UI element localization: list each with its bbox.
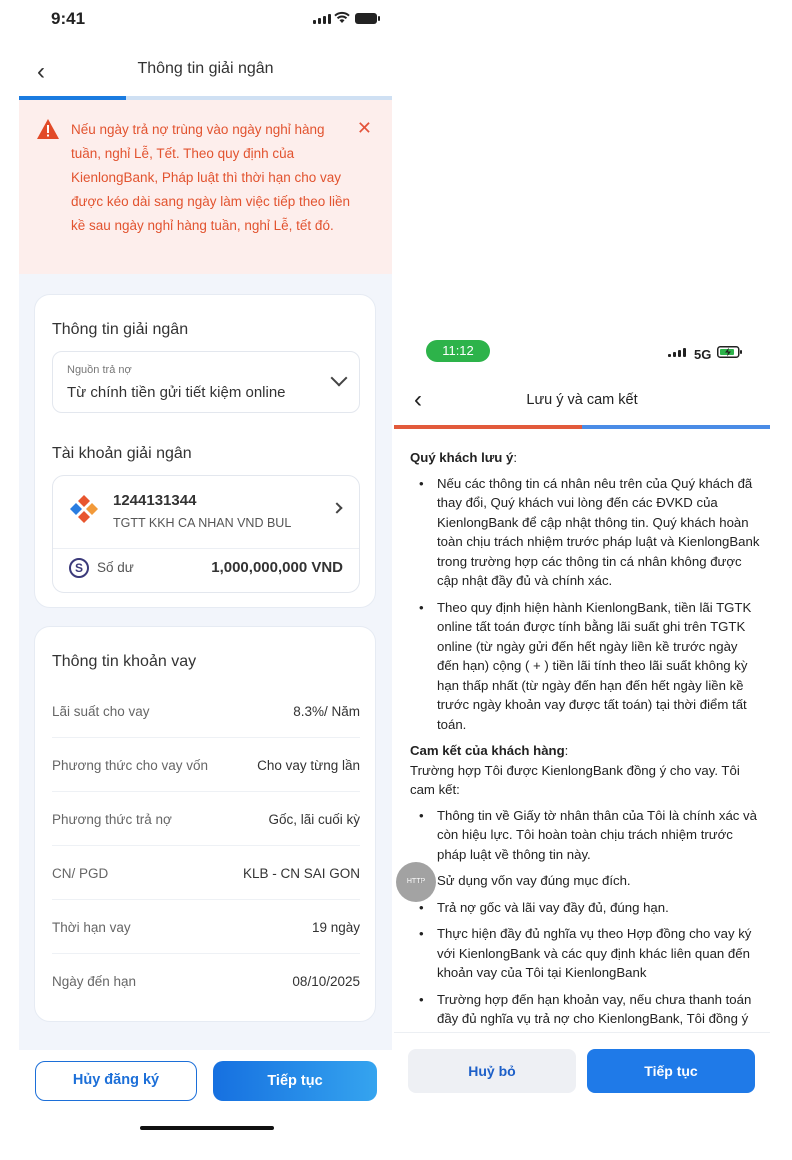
signal-icon <box>668 348 686 357</box>
notes-list <box>410 474 760 735</box>
warning-banner <box>19 100 392 274</box>
back-icon[interactable]: ‹ <box>414 386 422 413</box>
continue-button[interactable]: Tiếp tục <box>213 1061 377 1101</box>
nav-bar <box>394 380 770 420</box>
balance-label: Số dư <box>97 560 134 575</box>
battery-icon <box>355 13 377 24</box>
list-item: • Nếu các thông tin cá nhân nêu trên của Quý khách đã thay đổi, Quý khách vui lòng đến các ĐVKD của KienlongBank để cập nhật thông tin. Quý khách hoàn toàn chịu trách nhiệm trước pháp luật và KienlongBank trong trường hợp các thông tin cá nhân không được cập nhật đầy đủ và chính xác. <box>410 474 760 591</box>
network-type: 5G <box>694 347 712 362</box>
chevron-down-icon <box>331 370 348 387</box>
page-title: Lưu ý và cam kết <box>526 392 638 408</box>
account-name: TGTT KKH CA NHAN VND BUL <box>113 516 292 530</box>
status-time: 11:12 <box>426 340 490 362</box>
loan-row <box>52 846 360 900</box>
loan-row <box>52 738 360 792</box>
step-progress <box>394 425 770 429</box>
loan-row-label: CN/ PGD <box>52 866 109 881</box>
status-time: 9:41 <box>51 9 86 28</box>
loan-heading: Thông tin khoản vay <box>52 653 197 670</box>
account-number: 1244131344 <box>113 492 197 509</box>
loan-row-value: 08/10/2025 <box>292 974 360 989</box>
loan-info-card <box>34 626 376 1022</box>
warning-icon <box>36 118 60 140</box>
repayment-source-select[interactable] <box>52 351 360 413</box>
bottom-action-bar <box>394 1032 770 1100</box>
loan-row-value: Gốc, lãi cuối kỳ <box>268 812 360 827</box>
loan-row <box>52 900 360 954</box>
chevron-right-icon <box>331 502 342 513</box>
repayment-source-value: Từ chính tiền gửi tiết kiệm online <box>67 384 286 401</box>
loan-row-label: Phương thức trả nợ <box>52 812 172 827</box>
nav-bar <box>19 48 392 92</box>
loan-row <box>52 684 360 738</box>
list-item: • Theo quy định hiện hành KienlongBank, tiền lãi TGTK online tất toán được tính bằng lãi suất ghi trên TGTK online (từ ngày gửi đến hết ngày liền kề trước ngày đến hạn) cộng ( + ) tiền lãi tính theo lãi suất không kỳ hạn thấp nhất (từ ngày đến hạn đến hết ngày liền kề trước ngày khoản vay được tất toán) tại thời điểm tất toán. <box>410 598 760 735</box>
list-item: • Trường hợp đến hạn khoản vay, nếu chưa thanh toán đầy đủ nghĩa vụ trả nợ cho KienlongBank, Tôi đồng ý <box>410 990 760 1049</box>
cancel-button[interactable]: Huỷ bỏ <box>408 1049 576 1093</box>
bottom-action-bar <box>19 1050 392 1160</box>
note-heading-suffix: : <box>513 450 518 465</box>
disbursement-account[interactable] <box>52 475 360 593</box>
page-title: Thông tin giải ngân <box>137 60 274 77</box>
loan-row <box>52 792 360 846</box>
list-item: • Trả nợ gốc và lãi vay đầy đủ, đúng hạn. <box>410 898 760 918</box>
continue-button[interactable]: Tiếp tục <box>587 1049 755 1093</box>
loan-row-value: Cho vay từng lần <box>257 758 360 773</box>
balance-value: 1,000,000,000 VND <box>211 559 343 576</box>
repayment-source-label: Nguồn trả nợ <box>67 364 132 376</box>
left-screen <box>19 0 392 1160</box>
signal-icon <box>313 14 331 24</box>
disbursement-card <box>34 294 376 608</box>
right-screen <box>394 330 770 1100</box>
wifi-icon <box>334 12 350 24</box>
http-badge[interactable]: HTTP <box>396 862 436 902</box>
note-heading-line <box>410 448 760 468</box>
loan-row-label: Lãi suất cho vay <box>52 704 150 719</box>
warning-text: Nếu ngày trả nợ trùng vào ngày nghỉ hàng tuần, nghỉ Lễ, Tết. Theo quy định của KienlongBank, Pháp luật thì thời hạn cho vay được kéo dài sang ngày làm việc tiếp theo liền kề sau ngày nghỉ hàng tuần, nghỉ Lễ, tết đó. <box>71 122 351 233</box>
balance-icon: S <box>69 558 89 578</box>
close-icon[interactable]: ✕ <box>356 118 372 138</box>
cancel-registration-button[interactable]: Hủy đăng ký <box>35 1061 197 1101</box>
loan-row <box>52 954 360 1008</box>
note-heading: Quý khách lưu ý <box>410 450 514 465</box>
commit-heading-line <box>410 741 760 761</box>
list-item: • Thông tin về Giấy tờ nhân thân của Tôi là chính xác và còn hiệu lực. Tôi hoàn toàn chịu trách nhiệm trước pháp luật về thông tin này. <box>410 806 760 865</box>
list-item: • Thực hiện đầy đủ nghĩa vụ theo Hợp đồng cho vay ký với KienlongBank và các quy định khác liên quan đến khoản vay của Tôi tại KienlongBank <box>410 924 760 983</box>
commit-heading: Cam kết của khách hàng <box>410 743 565 758</box>
loan-row-value: 19 ngày <box>311 920 360 935</box>
disbursement-heading: Thông tin giải ngân <box>52 321 189 338</box>
terms-content <box>410 448 760 1032</box>
commits-list <box>410 806 760 1049</box>
loan-row-label: Thời hạn vay <box>52 920 131 935</box>
home-indicator <box>140 1126 274 1130</box>
kienlongbank-logo-icon <box>67 492 101 526</box>
account-heading: Tài khoản giải ngân <box>52 445 192 462</box>
back-icon[interactable]: ‹ <box>37 58 45 85</box>
battery-charging-icon <box>717 346 743 358</box>
commit-intro: Trường hợp Tôi được KienlongBank đồng ý cho vay. Tôi cam kết: <box>410 762 740 797</box>
loan-row-label: Ngày đến hạn <box>52 974 137 989</box>
status-bar <box>19 0 392 40</box>
loan-row-value: 8.3%/ Năm <box>293 704 360 719</box>
loan-row-label: Phương thức cho vay vốn <box>52 758 209 773</box>
commit-heading-suffix: : <box>564 743 569 758</box>
list-item: • Sử dụng vốn vay đúng mục đích. <box>410 871 760 891</box>
status-bar <box>394 330 770 374</box>
loan-row-value: KLB - CN SAI GON <box>242 866 360 881</box>
